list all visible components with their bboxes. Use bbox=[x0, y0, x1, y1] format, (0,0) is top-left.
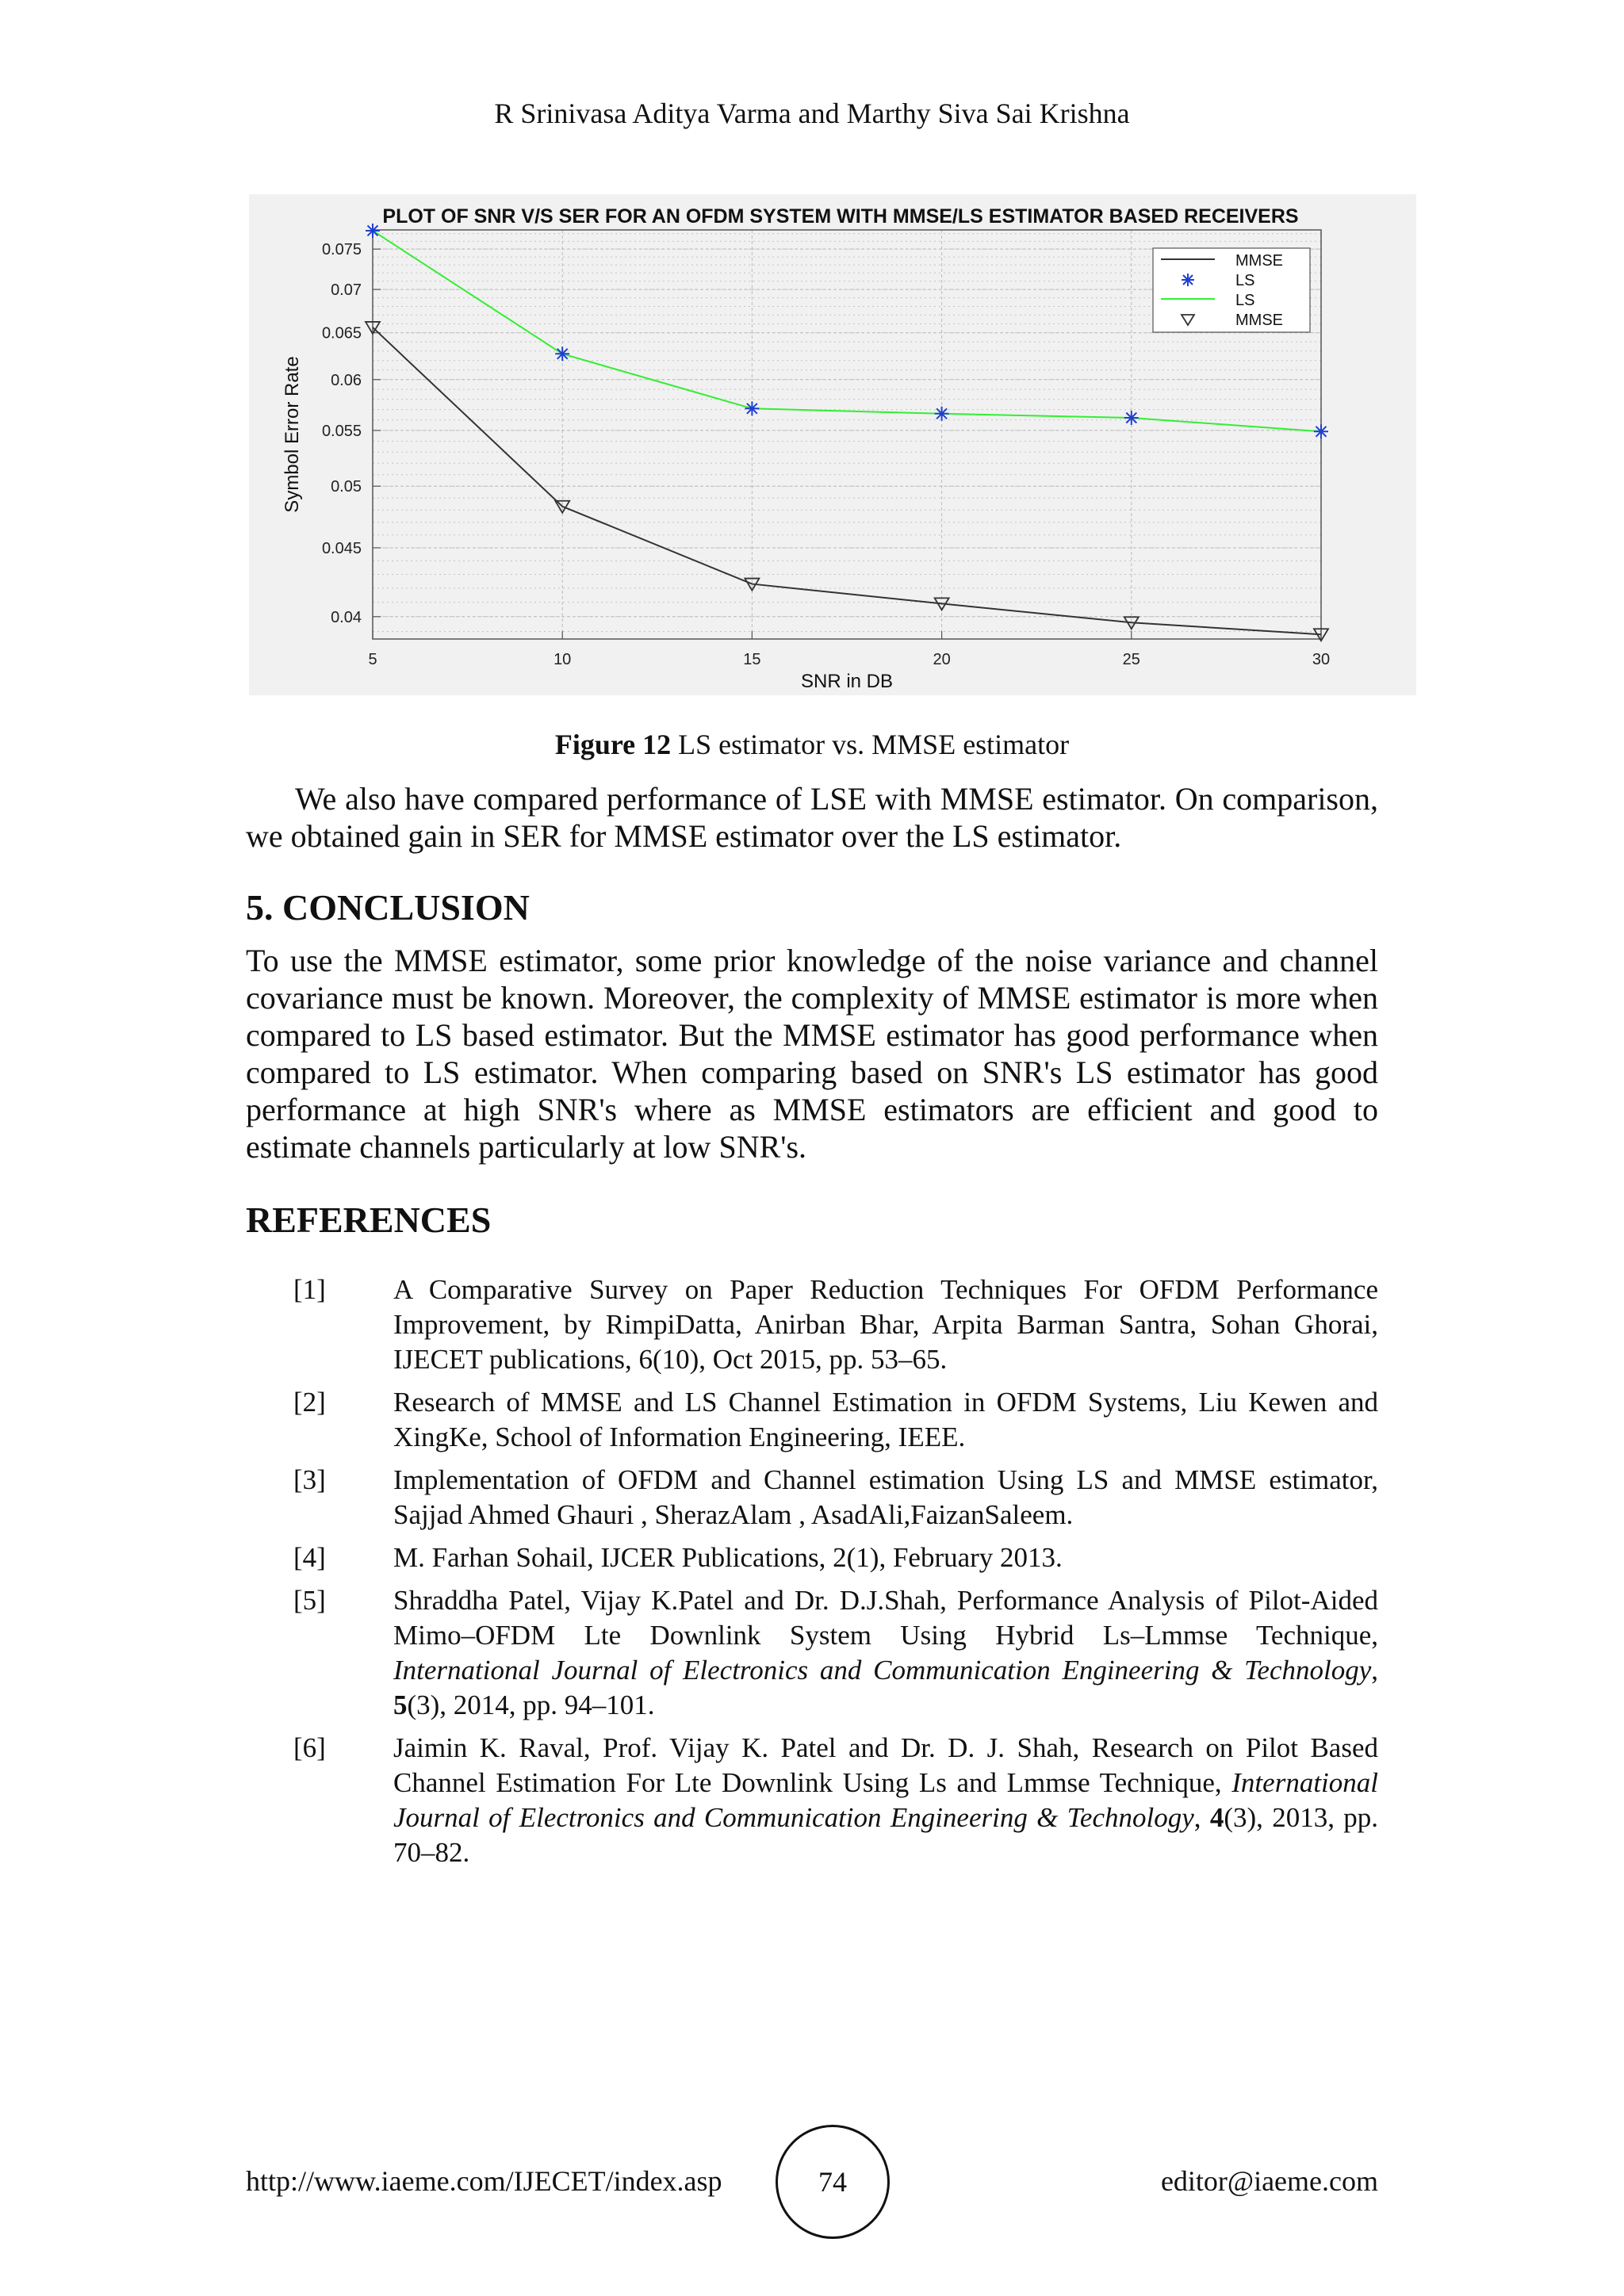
y-tick-label: 0.075 bbox=[321, 241, 362, 259]
page-number-text: 74 bbox=[818, 2166, 847, 2198]
reference-journal: International Journal of Electronics and Communication Engineering & Technology bbox=[393, 1767, 1378, 1833]
figure-caption-label: Figure 12 bbox=[554, 729, 672, 760]
reference-pages: (3), 2013, pp. 70–82. bbox=[393, 1802, 1378, 1868]
reference-number: [1] bbox=[293, 1274, 326, 1305]
x-tick-label: 20 bbox=[933, 651, 951, 668]
x-tick-label: 30 bbox=[1312, 651, 1331, 668]
reference-volume: 5 bbox=[393, 1689, 408, 1720]
reference-item bbox=[293, 1731, 1378, 1870]
reference-text: Research of MMSE and LS Channel Estimation in OFDM Systems, Liu Kewen and XingKe, School of Information Engineering, IEEE. bbox=[393, 1387, 1378, 1452]
legend bbox=[1153, 248, 1310, 332]
reference-item bbox=[293, 1385, 1378, 1455]
legend-label-ls-line: LS bbox=[1235, 292, 1255, 309]
references-heading: REFERENCES bbox=[246, 1200, 492, 1240]
reference-item bbox=[293, 1463, 1378, 1533]
footer-email: editor@iaeme.com bbox=[1160, 2165, 1378, 2197]
ser-chart bbox=[249, 194, 1416, 695]
reference-journal: International Journal of Electronics and Communication Engineering & Technology bbox=[393, 1655, 1372, 1686]
reference-pages: (3), 2014, pp. 94–101. bbox=[407, 1689, 655, 1720]
reference-text: Implementation of OFDM and Channel estimation Using LS and MMSE estimator, Sajjad Ahmed Ghauri , SherazAlam , AsadAli,FaizanSaleem. bbox=[393, 1464, 1378, 1530]
y-axis-label: Symbol Error Rate bbox=[282, 356, 303, 513]
data-point-ls bbox=[366, 224, 380, 238]
data-point-ls bbox=[1124, 411, 1139, 425]
reference-body: Jaimin K. Raval, Prof. Vijay K. Patel and Dr. D. J. Shah, Research on Pilot Based Channel Estimation For Lte Downlink Using Ls and Lmmse Technique, bbox=[393, 1732, 1378, 1798]
y-tick-label: 0.07 bbox=[331, 281, 362, 300]
comparison-paragraph-text: We also have compared performance of LSE with MMSE estimator. On comparison, we obtained gain in SER for MMSE estimator over the LS estimator. bbox=[246, 781, 1378, 854]
y-tick-label: 0.065 bbox=[321, 324, 362, 342]
reference-list bbox=[293, 1272, 1378, 1878]
y-tick-label: 0.04 bbox=[331, 608, 362, 626]
legend-label-mmse-marker: MMSE bbox=[1235, 312, 1283, 329]
data-point-ls bbox=[555, 346, 569, 361]
reference-body: Shraddha Patel, Vijay K.Patel and Dr. D.J.Shah, Performance Analysis of Pilot-Aided Mimo–OFDM Lte Downlink System Using Hybrid Ls–Lmmse Technique, bbox=[393, 1585, 1378, 1651]
comparison-paragraph bbox=[246, 780, 1378, 855]
figure-12 bbox=[249, 194, 1416, 695]
reference-number: [5] bbox=[293, 1585, 326, 1616]
reference-number: [4] bbox=[293, 1542, 326, 1573]
chart-title: PLOT OF SNR V/S SER FOR AN OFDM SYSTEM WITH MMSE/LS ESTIMATOR BASED RECEIVERS bbox=[382, 205, 1299, 228]
series-line-mmse bbox=[373, 327, 1321, 634]
reference-volume: 4 bbox=[1209, 1802, 1224, 1833]
y-tick-label: 0.055 bbox=[321, 422, 362, 440]
y-tick-label: 0.05 bbox=[331, 478, 362, 496]
conclusion-paragraph: To use the MMSE estimator, some prior knowledge of the noise variance and channel covariance must be known. Moreover, the complexity of MMSE estimator is more when compared to LS based estimator. But the MMSE estimator has good performance when compared to LS estimator. When comparing based on SNR's LS estimator has good performance at high SNR's where as MMSE estimators are efficient and good to estimate channels particularly at low SNR's. bbox=[246, 943, 1378, 1165]
reference-text: Jaimin K. Raval, Prof. Vijay K. Patel and Dr. D. J. Shah, Research on Pilot Based Channel Estimation For Lte Downlink Using Ls and Lmmse Technique, International Journal of Electronics and Communication Engineering & Technology, 4(3), 2013, pp. 70–82. bbox=[393, 1732, 1378, 1868]
legend-label-mmse: MMSE bbox=[1235, 252, 1283, 270]
reference-item bbox=[293, 1272, 1378, 1377]
reference-item bbox=[293, 1540, 1378, 1575]
reference-number: [6] bbox=[293, 1732, 326, 1763]
data-point-ls bbox=[935, 407, 949, 421]
page-number bbox=[776, 2125, 890, 2239]
legend-box bbox=[1153, 248, 1310, 332]
y-tick-label: 0.045 bbox=[321, 539, 362, 557]
x-tick-label: 10 bbox=[553, 651, 572, 668]
footer-url: http://www.iaeme.com/IJECET/index.asp bbox=[246, 2165, 722, 2197]
reference-text: A Comparative Survey on Paper Reduction Techniques For OFDM Performance Improvement, by RimpiDatta, Anirban Bhar, Arpita Barman Santra, Sohan Ghorai, IJECET publications, 6(10), Oct 2015, pp. 53–65. bbox=[393, 1274, 1378, 1375]
data-point-ls bbox=[745, 401, 759, 415]
legend-label-ls-marker: LS bbox=[1235, 272, 1255, 289]
y-tick-label: 0.06 bbox=[331, 371, 362, 389]
x-tick-label: 15 bbox=[743, 651, 761, 668]
reference-number: [2] bbox=[293, 1387, 326, 1418]
reference-number: [3] bbox=[293, 1464, 326, 1495]
x-axis-label: SNR in DB bbox=[800, 671, 894, 692]
figure-caption bbox=[0, 728, 1624, 761]
reference-item bbox=[293, 1583, 1378, 1723]
running-header: R Srinivasa Aditya Varma and Marthy Siva Sai Krishna bbox=[494, 98, 1130, 129]
conclusion-heading: 5. CONCLUSION bbox=[246, 887, 530, 928]
reference-text: M. Farhan Sohail, IJCER Publications, 2(1), February 2013. bbox=[393, 1542, 1063, 1573]
page-footer bbox=[246, 2125, 1378, 2244]
x-tick-label: 25 bbox=[1122, 651, 1140, 668]
x-tick-label: 5 bbox=[368, 651, 377, 668]
data-point-ls bbox=[1314, 424, 1328, 438]
reference-text: Shraddha Patel, Vijay K.Patel and Dr. D.J.Shah, Performance Analysis of Pilot-Aided Mimo–OFDM Lte Downlink System Using Hybrid Ls–Lmmse Technique, International Journal of Electronics and Communication Engineering & Technology, 5(3), 2014, pp. 94–101. bbox=[393, 1585, 1378, 1720]
legend-marker-ls bbox=[1182, 274, 1194, 286]
figure-caption-text: LS estimator vs. MMSE estimator bbox=[671, 729, 1070, 760]
